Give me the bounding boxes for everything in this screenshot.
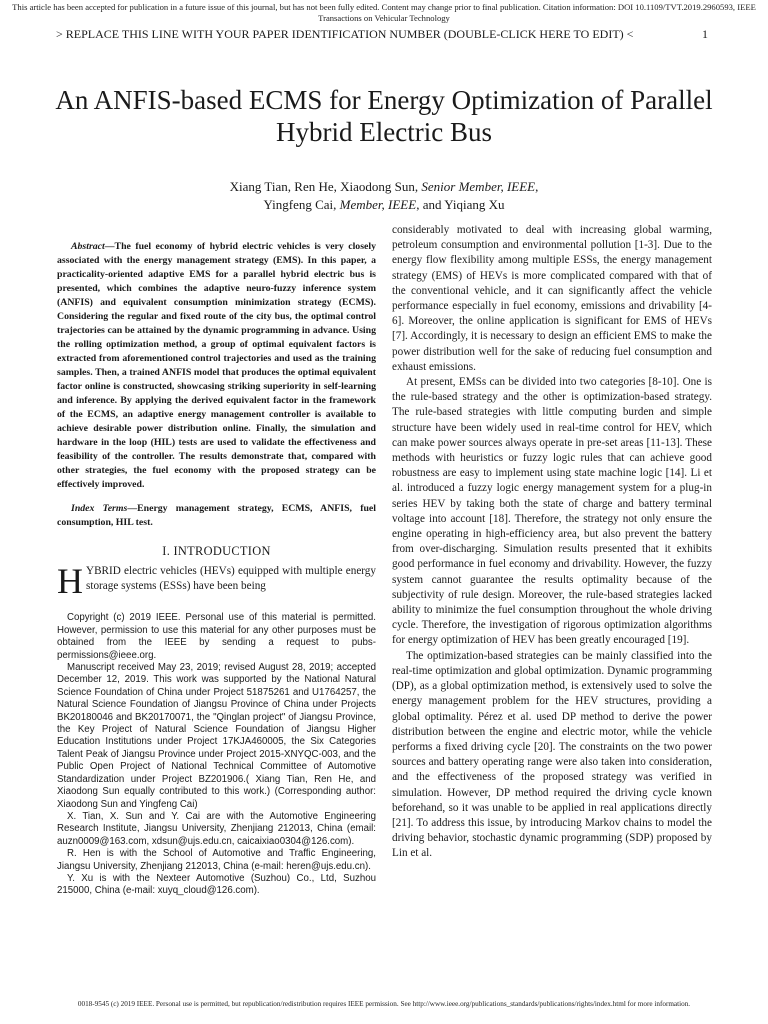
author-line-1 xyxy=(30,178,738,196)
copyright-footer: 0018-9545 (c) 2019 IEEE. Personal use is permitted, but republication/redistribution requires IEEE permission. See http://www.ieee.org/publications_standards/publications/rights/index.html for more information. xyxy=(77,1000,691,1008)
section-heading: I. INTRODUCTION xyxy=(162,544,271,558)
abstract-label: Abstract xyxy=(71,241,105,252)
footnote-copyright: Copyright (c) 2019 IEEE. Personal use of this material is permitted. However, permission to use this material for any other purposes must be obtained from the IEEE by sending a request to pubs-permissions@ieee.org. xyxy=(57,612,376,661)
header-text: > REPLACE THIS LINE WITH YOUR PAPER IDENTIFICATION NUMBER (DOUBLE-CLICK HERE TO EDIT) < xyxy=(56,27,634,41)
author-role-2: Member, IEEE xyxy=(339,197,417,212)
publication-notice: This article has been accepted for publication in a future issue of this journal, but has not been fully edited. Content may change prior to final publication. Citation information: DOI 10.1109/TVT.2019.2960593, IEEE Transactions on Vehicular Technology xyxy=(12,2,756,23)
left-column xyxy=(57,240,376,898)
author-list xyxy=(30,178,738,214)
intro-text: YBRID electric vehicles (HEVs) equipped with multiple energy storage systems (ESSs) have been being xyxy=(86,565,376,593)
footnote-manuscript: Manuscript received May 23, 2019; revised August 28, 2019; accepted December 12, 2019. This work was supported by the National Natural Science Foundation of China under Project 51875261 and U1764257, the Natural Science Foundation of Jiangsu Province of China under Projects BK20180046 and BK20170071, the "Qinglan project" of Jiangsu Province, the Key Project of Natural Science Foundation of Jiangsu Higher Education Institutions under Project 17KJA460005, the Six Categories Talent Peak of Jiangsu Province under Project 2015-XNYQC-003, and the Public Open Project of National Technical Committee of Automotive Standardization under Project BZ201906.( Xiang Tian, Ren He, and Xiaodong Sun equally contributed to this work.) (Corresponding author: Xiaodong Sun and Yingfeng Cai) xyxy=(57,662,376,810)
right-column xyxy=(392,223,712,862)
author-line-2 xyxy=(30,196,738,214)
footnote-affiliation-3: Y. Xu is with the Nexteer Automotive (Suzhou) Co., Ltd, Suzhou 215000, China (e-mail: xuyq_cloud@126.com). xyxy=(57,872,376,897)
author-names-2: Yingfeng Cai, xyxy=(263,197,340,212)
footnote-affiliation-1: X. Tian, X. Sun and Y. Cai are with the Automotive Engineering Research Institute, Jiangsu University, Zhenjiang 212013, China (email: auzn0009@163.com, xdsun@ujs.edu.cn, caicaixiao0304@126.com). xyxy=(57,810,376,847)
abstract xyxy=(57,240,376,492)
index-terms-text: —Energy management strategy, ECMS, ANFIS, fuel consumption, HIL test. xyxy=(57,503,376,528)
body-paragraph-3: The optimization-based strategies can be mainly classified into the real-time optimization and global optimization. Dynamic programming (DP), as a global optimization method, is extensively used to solve the energy management problem for the HEV structures, providing a global optimality. Pérez et al. used DP method to derive the power distribution between the engine and electric motor, while the vehicle performs a fixed driving cycle [20]. The constraints on the two power sources and battery operating range were also taken into consideration, and the effectiveness of the proposed strategy was verified in simulation. However, DP method required the driving cycle known beforehand, so it was unable to be applied in real applications directly [21]. To address this issue, by introducing Markov chains to model the driving behavior, stochastic dynamic programming (SDP) proposed by Lin et al. xyxy=(392,649,712,860)
page-number: 1 xyxy=(702,27,708,41)
body-paragraph-1: considerably motivated to deal with increasing global warming, petroleum consumption and environmental pollution [1-3]. Due to the energy flow flexibility among multiple ESSs, the energy management strategy (EMS) of HEVs is more complicated compared with that of the conventional vehicle, and it can significantly affect the vehicle performance especially in fuel economy, emissions and drivability [4-6]. Moreover, the online application is significant for EMS of HEVs [7]. Accordingly, it is necessary to design an efficient EMS to make the power distribution well for the sake of reducing fuel consumption and exhaust emissions. xyxy=(392,224,712,373)
body-paragraph-2: At present, EMSs can be divided into two categories [8-10]. One is the rule-based strategy and the other is optimization-based strategy. The rule-based strategies with little computing burden and simple structure have been widely used in real-time control for HEV, which can make power sources always operate in pre-set areas [11-13]. These methods with heuristics or fuzzy logic rules that can achieve good robustness are easy to implement using state machine logic [14]. Li et al. introduced a fuzzy logic energy management system for a plug-in series HEV by taking both the state of charge and battery terminal voltage into account [18]. Therefore, the strategy not only ensure the engine operating in high-efficiency area, but also prevent the battery from over-discharging. Simulation results presented that it exhibits good performance in fuel economy and drivability. However, the fuzzy system cannot guarantee the results optimality because of the subjectivity of rule design. Moreover, the rule-based strategies lacked ability to minimize the fuel consumption throughout the whole driving cycle. Therefore, the investigation of rigorous optimization algorithms for energy optimization of HEV has been greatly encouraged [19]. xyxy=(392,376,712,647)
author-end-2: , and Yiqiang Xu xyxy=(416,197,505,212)
drop-cap: H xyxy=(57,561,83,601)
author-names-1: Xiang Tian, Ren He, Xiaodong Sun, xyxy=(229,179,422,194)
footnotes xyxy=(57,612,376,897)
abstract-text: —The fuel economy of hybrid electric vehicles is very closely associated with the energy management strategy (EMS). In this paper, a practicality-oriented adaptive EMS for a parallel hybrid electric bus is presented, which combines the adaptive neuro-fuzzy inference system (ANFIS) and equivalent consumption minimization strategy (ECMS). Considering the regular and fixed route of the city bus, the optimal control trajectories can be attained by the dynamic programming in advance. Using the rolling optimization method, a group of optimal equivalent factors is extracted from aforementioned control trajectories and used as the training samples. Then, a trained ANFIS model that produces the optimal equivalent factor online is constructed, showcasing striking superiority in self-learning and inference. By applying the derived equivalent factor in the framework of the ECMS, an adaptive energy management controller is available to achieve desirable power distribution online. Finally, the simulation and hardware in the loop (HIL) tests are used to validate the effectiveness and feasibility of the controller. The results demonstrate that, compared with other strategies, the fuel economy with the proposed strategy can be effectively improved. xyxy=(57,241,376,490)
author-role-1: Senior Member, IEEE xyxy=(421,179,536,194)
running-header xyxy=(56,27,712,41)
index-terms-label: Index Terms xyxy=(71,503,128,514)
index-terms xyxy=(57,502,376,530)
author-end-1: , xyxy=(535,179,539,194)
footnote-affiliation-2: R. Hen is with the School of Automotive and Traffic Engineering, Jiangsu University, Zhenjiang 212013, China (e-mail: heren@ujs.edu.cn). xyxy=(57,848,376,872)
paper-title: An ANFIS-based ECMS for Energy Optimization of Parallel Hybrid Electric Bus xyxy=(55,85,713,147)
intro-paragraph xyxy=(57,561,376,601)
